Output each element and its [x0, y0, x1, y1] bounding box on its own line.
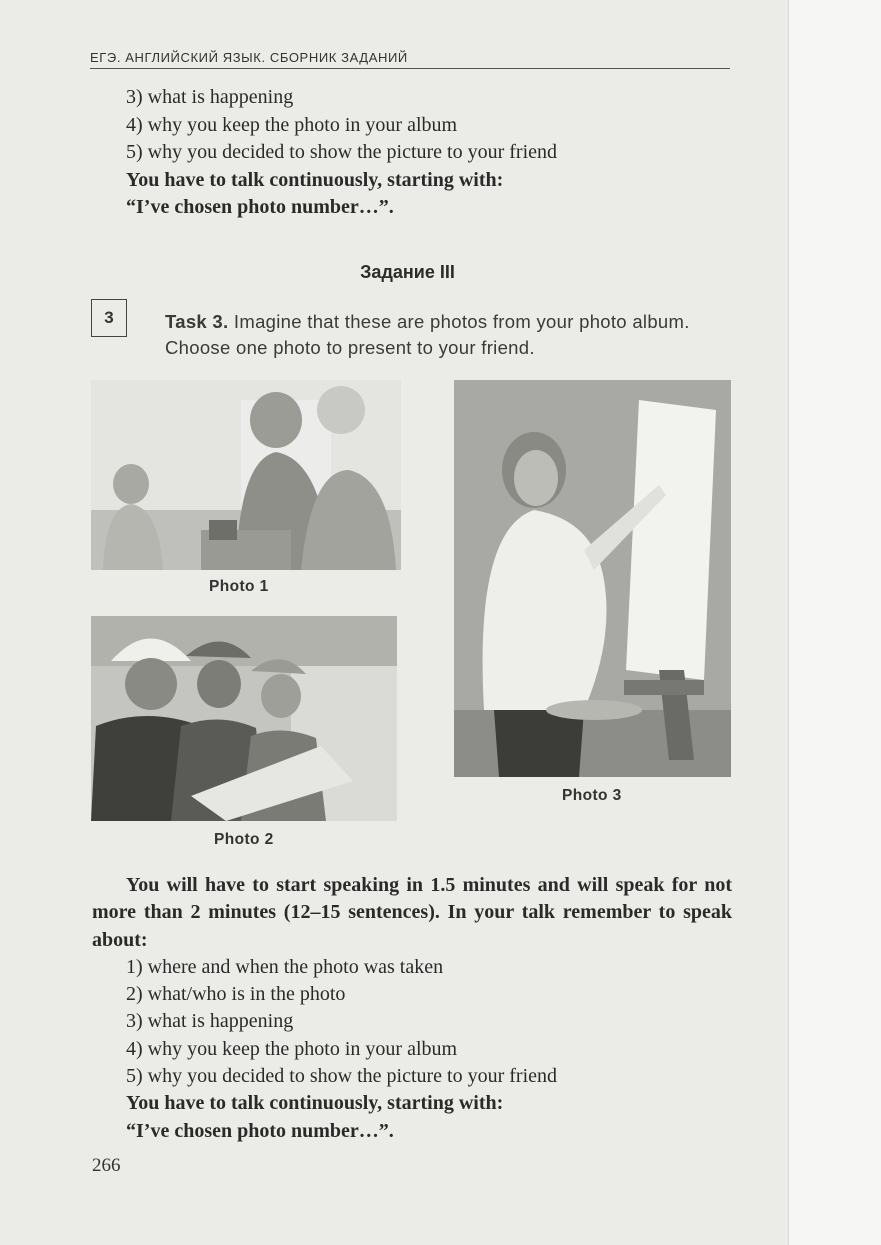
photo-1-caption: Photo 1	[209, 578, 269, 595]
plan-item: 3) what is happening	[126, 1010, 294, 1033]
plan-item: 4) why you keep the photo in your album	[126, 1037, 458, 1060]
photo-2-caption: Photo 2	[214, 831, 274, 848]
talk-starter: “I’ve chosen photo number…”.	[126, 1119, 394, 1142]
bottom-talk-plan	[92, 872, 732, 1145]
talk-intro: You will have to start speaking in 1.5 minutes and will speak for not more than 2 minutes (12–15 sentences). In your talk remember to speak about:	[92, 874, 732, 951]
photo-3-caption: Photo 3	[562, 787, 622, 804]
running-header: ЕГЭ. АНГЛИЙСКИЙ ЯЗЫК. СБОРНИК ЗАДАНИЙ	[90, 50, 730, 69]
top-talk-plan	[92, 84, 732, 222]
plan-item: 5) why you decided to show the picture to your friend	[126, 141, 558, 163]
plan-item: 4) why you keep the photo in your album	[126, 113, 458, 136]
plan-item: 2) what/who is in the photo	[126, 983, 346, 1006]
talk-instruction: You have to talk continuously, starting with:	[126, 168, 504, 191]
talk-instruction: You have to talk continuously, starting with:	[126, 1092, 504, 1115]
talk-starter: “I’ve chosen photo number…”.	[126, 196, 394, 218]
construction-workers-photo	[91, 616, 397, 821]
plan-item: 5) why you decided to show the picture to your friend	[126, 1065, 558, 1088]
page-number: 266	[92, 1155, 121, 1176]
plan-item: 3) what is happening	[126, 86, 294, 108]
task-description: Imagine that these are photos from your photo album. Choose one photo to present to your friend.	[165, 311, 690, 358]
section-title: Задание III	[360, 262, 455, 282]
office-scene-photo	[91, 380, 401, 570]
task-label: Task 3.	[165, 311, 229, 332]
task-number-box: 3	[91, 299, 127, 337]
painter-at-easel-photo	[454, 380, 731, 777]
page-edge	[788, 0, 881, 1245]
plan-item: 1) where and when the photo was taken	[126, 955, 444, 978]
task-instruction	[165, 309, 733, 361]
